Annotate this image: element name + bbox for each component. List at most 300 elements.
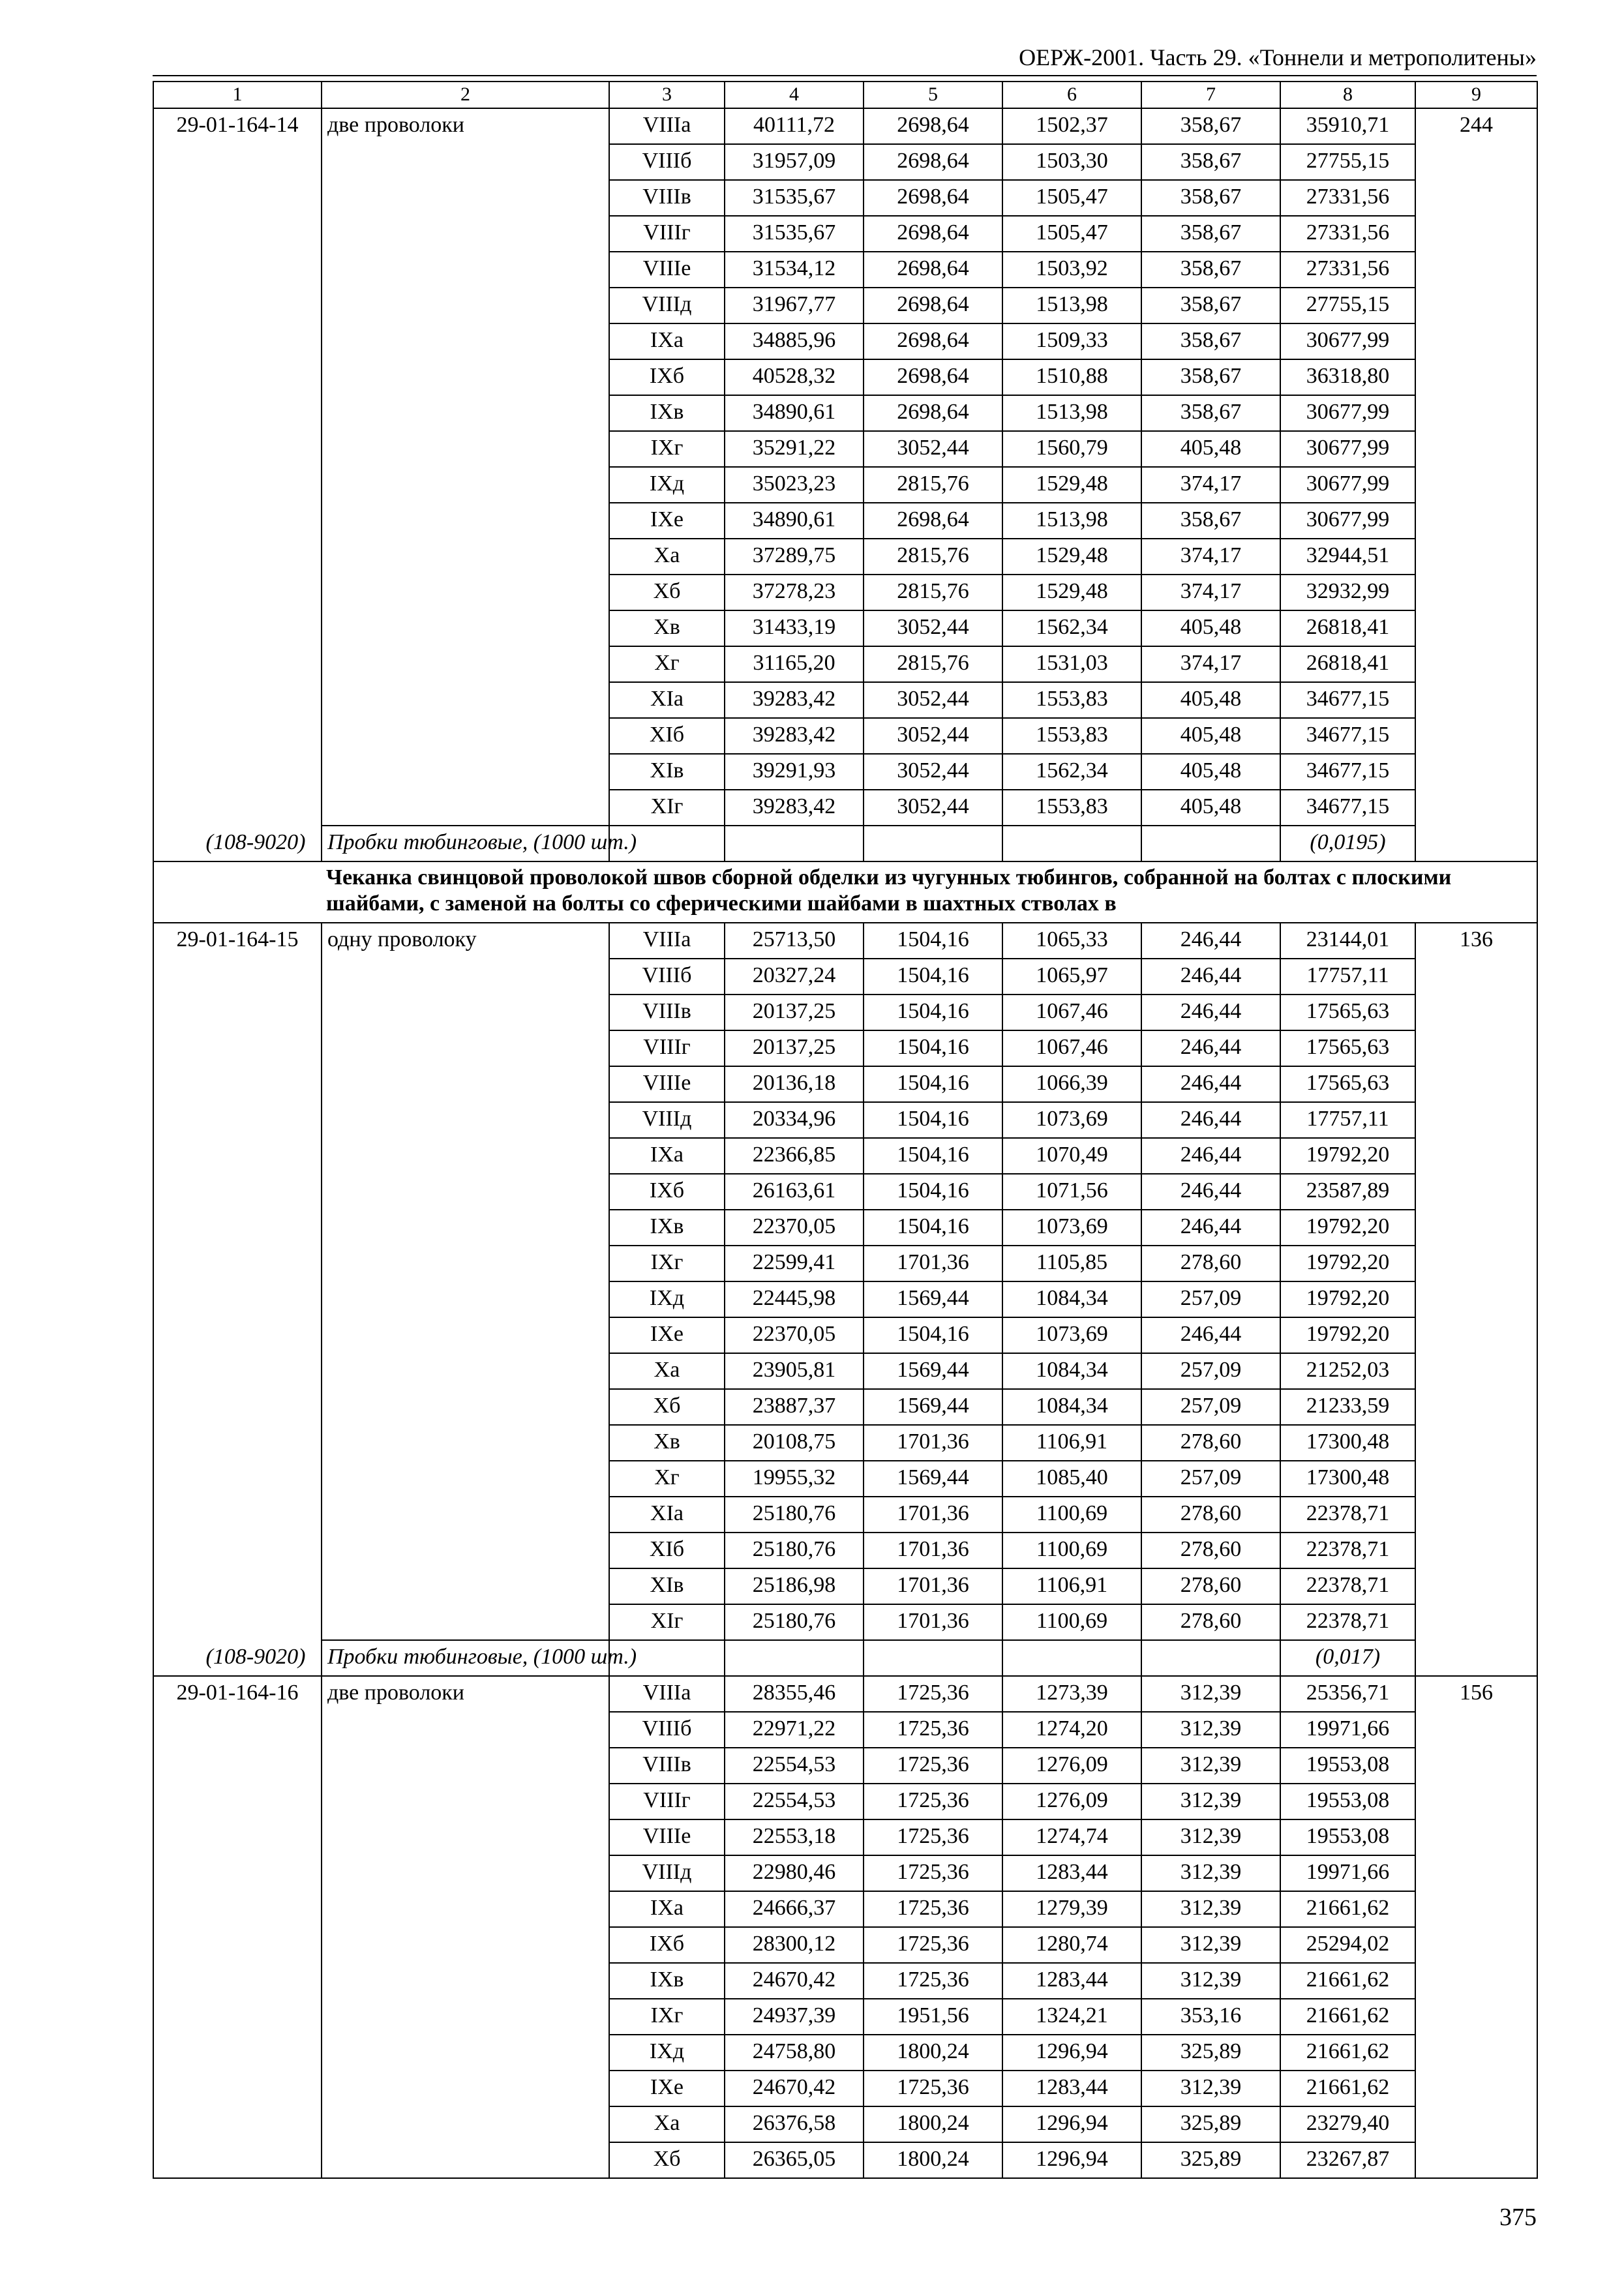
norm-code: 29-01-164-15 — [153, 923, 322, 1676]
value-cell: 1071,56 — [1002, 1174, 1141, 1210]
value-cell: 3052,44 — [864, 718, 1002, 754]
value-cell: 278,60 — [1141, 1246, 1280, 1281]
value-cell: 325,89 — [1141, 2106, 1280, 2142]
value-cell: 1283,44 — [1002, 1963, 1141, 1999]
value-cell: 1569,44 — [864, 1281, 1002, 1317]
value-cell: 35291,22 — [725, 431, 864, 467]
value-cell: 27331,56 — [1280, 252, 1415, 288]
value-cell: 21233,59 — [1280, 1389, 1415, 1425]
value-cell: 19553,08 — [1280, 1784, 1415, 1819]
value-cell: 23144,01 — [1280, 923, 1415, 959]
value-cell: 24666,37 — [725, 1891, 864, 1927]
group-cell: IXг — [609, 431, 725, 467]
value-cell: 17300,48 — [1280, 1461, 1415, 1497]
value-cell: 32944,51 — [1280, 539, 1415, 575]
column-header: 6 — [1002, 82, 1141, 108]
value-cell: 1725,36 — [864, 1784, 1002, 1819]
value-cell: 24670,42 — [725, 2071, 864, 2106]
value-cell: 22554,53 — [725, 1748, 864, 1784]
value-cell: 278,60 — [1141, 1497, 1280, 1533]
value-cell: 27755,15 — [1280, 144, 1415, 180]
section-title-row — [153, 861, 1537, 923]
value-cell: 246,44 — [1141, 1174, 1280, 1210]
value-cell: 1562,34 — [1002, 754, 1141, 790]
value-cell: 19792,20 — [1280, 1138, 1415, 1174]
value-cell: 17565,63 — [1280, 1030, 1415, 1066]
value-cell: 39283,42 — [725, 682, 864, 718]
group-cell: IXд — [609, 1281, 725, 1317]
value-cell: 31534,12 — [725, 252, 864, 288]
value-cell: 246,44 — [1141, 1317, 1280, 1353]
value-cell: 1725,36 — [864, 1963, 1002, 1999]
group-cell: Xв — [609, 610, 725, 646]
group-cell: Xа — [609, 1353, 725, 1389]
value-cell: 1503,30 — [1002, 144, 1141, 180]
header-divider — [153, 75, 1537, 76]
value-cell: 358,67 — [1141, 108, 1280, 144]
value-cell: 21661,62 — [1280, 2071, 1415, 2106]
value-cell: 2815,76 — [864, 539, 1002, 575]
value-cell: 22378,71 — [1280, 1568, 1415, 1604]
norm-code: 29-01-164-14 — [153, 108, 322, 861]
value-cell: 25294,02 — [1280, 1927, 1415, 1963]
value-cell: 1296,94 — [1002, 2035, 1141, 2071]
group-cell: IXа — [609, 1891, 725, 1927]
value-cell: 3052,44 — [864, 431, 1002, 467]
column-header: 4 — [725, 82, 864, 108]
value-cell: 374,17 — [1141, 646, 1280, 682]
value-cell: 25180,76 — [725, 1497, 864, 1533]
value-cell: 36318,80 — [1280, 359, 1415, 395]
value-cell: 23905,81 — [725, 1353, 864, 1389]
value-cell: 1274,74 — [1002, 1819, 1141, 1855]
value-cell: 34677,15 — [1280, 790, 1415, 826]
value-cell: 25180,76 — [725, 1533, 864, 1568]
value-cell: 34677,15 — [1280, 754, 1415, 790]
value-cell: 1283,44 — [1002, 2071, 1141, 2106]
value-cell: 1553,83 — [1002, 718, 1141, 754]
value-cell: 246,44 — [1141, 923, 1280, 959]
group-cell: XIг — [609, 790, 725, 826]
value-cell: 312,39 — [1141, 1819, 1280, 1855]
value-cell: 20136,18 — [725, 1066, 864, 1102]
value-cell: 358,67 — [1141, 323, 1280, 359]
empty-cell — [1141, 826, 1280, 861]
value-cell: 19553,08 — [1280, 1819, 1415, 1855]
value-cell: 1529,48 — [1002, 539, 1141, 575]
value-cell: 246,44 — [1141, 1066, 1280, 1102]
value-cell: 312,39 — [1141, 1676, 1280, 1712]
value-cell: 374,17 — [1141, 467, 1280, 503]
group-cell: IXг — [609, 1246, 725, 1281]
value-cell: 25186,98 — [725, 1568, 864, 1604]
group-cell: IXа — [609, 1138, 725, 1174]
work-name: одну проволоку — [322, 923, 609, 1640]
value-cell: 358,67 — [1141, 180, 1280, 216]
value-cell: 1725,36 — [864, 1676, 1002, 1712]
value-cell: 1513,98 — [1002, 288, 1141, 323]
value-cell: 30677,99 — [1280, 323, 1415, 359]
value-cell: 26163,61 — [725, 1174, 864, 1210]
column-header: 5 — [864, 82, 1002, 108]
value-cell: 1504,16 — [864, 995, 1002, 1030]
group-cell: VIIIа — [609, 108, 725, 144]
value-cell: 405,48 — [1141, 754, 1280, 790]
value-cell: 246,44 — [1141, 1102, 1280, 1138]
group-cell: VIIIб — [609, 144, 725, 180]
group-cell: XIа — [609, 682, 725, 718]
group-cell: IXе — [609, 2071, 725, 2106]
value-cell: 20137,25 — [725, 1030, 864, 1066]
value-cell: 2815,76 — [864, 646, 1002, 682]
value-cell: 2698,64 — [864, 252, 1002, 288]
group-cell: IXе — [609, 503, 725, 539]
value-cell: 20327,24 — [725, 959, 864, 995]
group-cell: VIIIг — [609, 1784, 725, 1819]
value-cell: 1529,48 — [1002, 575, 1141, 610]
value-cell: 27331,56 — [1280, 216, 1415, 252]
value-cell: 19792,20 — [1280, 1317, 1415, 1353]
value-cell: 24937,39 — [725, 1999, 864, 2035]
group-cell: IXв — [609, 1210, 725, 1246]
value-cell: 2815,76 — [864, 575, 1002, 610]
value-cell: 1504,16 — [864, 923, 1002, 959]
value-cell: 1505,47 — [1002, 180, 1141, 216]
value-cell: 1324,21 — [1002, 1999, 1141, 2035]
value-cell: 1513,98 — [1002, 503, 1141, 539]
value-cell: 23267,87 — [1280, 2142, 1415, 2178]
column-header: 3 — [609, 82, 725, 108]
group-cell: VIIIг — [609, 216, 725, 252]
group-cell: IXб — [609, 359, 725, 395]
value-cell: 22971,22 — [725, 1712, 864, 1748]
value-cell: 374,17 — [1141, 575, 1280, 610]
value-cell: 374,17 — [1141, 539, 1280, 575]
value-cell: 358,67 — [1141, 359, 1280, 395]
group-cell: VIIIб — [609, 1712, 725, 1748]
value-cell: 1105,85 — [1002, 1246, 1141, 1281]
value-cell: 1085,40 — [1002, 1461, 1141, 1497]
value-cell: 1725,36 — [864, 1891, 1002, 1927]
group-cell: VIIIе — [609, 1066, 725, 1102]
rates-table-body — [153, 108, 1537, 2178]
value-cell: 17565,63 — [1280, 1066, 1415, 1102]
value-cell: 19792,20 — [1280, 1281, 1415, 1317]
value-cell: 22980,46 — [725, 1855, 864, 1891]
value-cell: 24758,80 — [725, 2035, 864, 2071]
value-cell: 22445,98 — [725, 1281, 864, 1317]
value-cell: 1504,16 — [864, 959, 1002, 995]
value-cell: 30677,99 — [1280, 395, 1415, 431]
value-cell: 1276,09 — [1002, 1784, 1141, 1819]
group-cell: IXг — [609, 1999, 725, 2035]
value-cell: 22599,41 — [725, 1246, 864, 1281]
value-cell: 1065,97 — [1002, 959, 1141, 995]
value-cell: 39283,42 — [725, 718, 864, 754]
value-cell: 31967,77 — [725, 288, 864, 323]
empty-cell — [864, 826, 1002, 861]
value-cell: 1504,16 — [864, 1138, 1002, 1174]
value-cell: 34677,15 — [1280, 718, 1415, 754]
value-cell: 1276,09 — [1002, 1748, 1141, 1784]
value-cell: 257,09 — [1141, 1353, 1280, 1389]
group-cell: XIв — [609, 754, 725, 790]
value-cell: 25713,50 — [725, 923, 864, 959]
value-cell: 312,39 — [1141, 1855, 1280, 1891]
value-cell: 17757,11 — [1280, 1102, 1415, 1138]
group-cell: VIIIа — [609, 923, 725, 959]
value-cell: 23279,40 — [1280, 2106, 1415, 2142]
value-cell: 23887,37 — [725, 1389, 864, 1425]
value-cell: 312,39 — [1141, 1927, 1280, 1963]
value-cell: 26818,41 — [1280, 610, 1415, 646]
value-cell: 19955,32 — [725, 1461, 864, 1497]
table-row — [153, 108, 1537, 144]
value-cell: 1296,94 — [1002, 2106, 1141, 2142]
value-cell: 28355,46 — [725, 1676, 864, 1712]
value-cell: 25356,71 — [1280, 1676, 1415, 1712]
column-header: 2 — [322, 82, 609, 108]
value-cell: 1504,16 — [864, 1030, 1002, 1066]
value-cell: 30677,99 — [1280, 431, 1415, 467]
value-cell: 246,44 — [1141, 959, 1280, 995]
value-cell: 405,48 — [1141, 790, 1280, 826]
group-cell: VIIIв — [609, 1748, 725, 1784]
resource-qty: (0,017) — [1280, 1640, 1415, 1676]
value-cell: 34890,61 — [725, 503, 864, 539]
value-cell: 31535,67 — [725, 180, 864, 216]
value-cell: 257,09 — [1141, 1461, 1280, 1497]
value-cell: 1510,88 — [1002, 359, 1141, 395]
group-cell: XIг — [609, 1604, 725, 1640]
group-cell: Xв — [609, 1425, 725, 1461]
value-cell: 312,39 — [1141, 1891, 1280, 1927]
group-cell: XIв — [609, 1568, 725, 1604]
value-cell: 21661,62 — [1280, 2035, 1415, 2071]
group-cell: IXд — [609, 467, 725, 503]
value-cell: 2698,64 — [864, 359, 1002, 395]
value-cell: 34677,15 — [1280, 682, 1415, 718]
value-cell: 2698,64 — [864, 216, 1002, 252]
work-name: две проволоки — [322, 108, 609, 826]
value-cell: 27331,56 — [1280, 180, 1415, 216]
group-cell: VIIIг — [609, 1030, 725, 1066]
resource-name: Пробки тюбинговые, (1000 шт.) (108-9020) — [322, 826, 609, 861]
empty-cell — [725, 826, 864, 861]
value-cell: 20108,75 — [725, 1425, 864, 1461]
value-cell: 358,67 — [1141, 216, 1280, 252]
value-cell: 26376,58 — [725, 2106, 864, 2142]
value-cell: 246,44 — [1141, 1030, 1280, 1066]
value-cell: 27755,15 — [1280, 288, 1415, 323]
resource-code: (108-9020) — [205, 830, 306, 854]
group-cell: XIа — [609, 1497, 725, 1533]
value-cell: 1066,39 — [1002, 1066, 1141, 1102]
value-cell: 17565,63 — [1280, 995, 1415, 1030]
value-cell: 2698,64 — [864, 144, 1002, 180]
value-cell: 1701,36 — [864, 1497, 1002, 1533]
value-cell: 1725,36 — [864, 1855, 1002, 1891]
value-cell: 1073,69 — [1002, 1102, 1141, 1138]
value-cell: 257,09 — [1141, 1389, 1280, 1425]
value-cell: 24670,42 — [725, 1963, 864, 1999]
value-cell: 35023,23 — [725, 467, 864, 503]
value-cell: 358,67 — [1141, 144, 1280, 180]
empty-cell — [1002, 826, 1141, 861]
value-cell: 1701,36 — [864, 1604, 1002, 1640]
value-cell: 2815,76 — [864, 467, 1002, 503]
group-cell: VIIIд — [609, 288, 725, 323]
value-cell: 34890,61 — [725, 395, 864, 431]
value-cell: 40528,32 — [725, 359, 864, 395]
value-cell: 1084,34 — [1002, 1281, 1141, 1317]
column-number-row — [153, 82, 1537, 108]
group-cell: IXв — [609, 1963, 725, 1999]
group-cell: XIб — [609, 718, 725, 754]
value-cell: 3052,44 — [864, 682, 1002, 718]
value-cell: 1725,36 — [864, 1819, 1002, 1855]
value-cell: 1065,33 — [1002, 923, 1141, 959]
value-cell: 1553,83 — [1002, 682, 1141, 718]
value-cell: 1067,46 — [1002, 995, 1141, 1030]
value-cell: 1273,39 — [1002, 1676, 1141, 1712]
value-cell: 19553,08 — [1280, 1748, 1415, 1784]
value-cell: 40111,72 — [725, 108, 864, 144]
value-cell: 1951,56 — [864, 1999, 1002, 2035]
value-cell: 1725,36 — [864, 1712, 1002, 1748]
value-cell: 1800,24 — [864, 2142, 1002, 2178]
value-cell: 22378,71 — [1280, 1497, 1415, 1533]
value-cell: 1531,03 — [1002, 646, 1141, 682]
value-cell: 1800,24 — [864, 2035, 1002, 2071]
value-cell: 1513,98 — [1002, 395, 1141, 431]
value-cell: 30677,99 — [1280, 467, 1415, 503]
value-cell: 1106,91 — [1002, 1568, 1141, 1604]
value-cell: 20334,96 — [725, 1102, 864, 1138]
empty-cell — [1002, 1640, 1141, 1676]
value-cell: 22370,05 — [725, 1210, 864, 1246]
group-cell: Xб — [609, 1389, 725, 1425]
value-cell: 22378,71 — [1280, 1604, 1415, 1640]
value-cell: 21661,62 — [1280, 1963, 1415, 1999]
value-cell: 1084,34 — [1002, 1389, 1141, 1425]
group-cell: VIIIа — [609, 1676, 725, 1712]
group-cell: IXе — [609, 1317, 725, 1353]
value-cell: 1560,79 — [1002, 431, 1141, 467]
value-cell: 1100,69 — [1002, 1533, 1141, 1568]
group-cell: Xг — [609, 1461, 725, 1497]
value-cell: 1503,92 — [1002, 252, 1141, 288]
empty-cell — [1141, 1640, 1280, 1676]
value-cell: 1725,36 — [864, 2071, 1002, 2106]
value-cell: 1070,49 — [1002, 1138, 1141, 1174]
column-header: 7 — [1141, 82, 1280, 108]
value-cell: 1701,36 — [864, 1533, 1002, 1568]
value-cell: 312,39 — [1141, 1748, 1280, 1784]
value-cell: 22378,71 — [1280, 1533, 1415, 1568]
group-cell: VIIIв — [609, 180, 725, 216]
value-cell: 1296,94 — [1002, 2142, 1141, 2178]
column-header: 9 — [1415, 82, 1537, 108]
value-cell: 1073,69 — [1002, 1317, 1141, 1353]
value-cell: 1569,44 — [864, 1353, 1002, 1389]
col9-value: 244 — [1415, 108, 1537, 861]
norm-code: 29-01-164-16 — [153, 1676, 322, 2178]
work-name: две проволоки — [322, 1676, 609, 2178]
value-cell: 257,09 — [1141, 1281, 1280, 1317]
group-cell: Xб — [609, 2142, 725, 2178]
value-cell: 2698,64 — [864, 108, 1002, 144]
value-cell: 2698,64 — [864, 395, 1002, 431]
value-cell: 22554,53 — [725, 1784, 864, 1819]
value-cell: 39283,42 — [725, 790, 864, 826]
group-cell: VIIIд — [609, 1855, 725, 1891]
value-cell: 353,16 — [1141, 1999, 1280, 2035]
value-cell: 3052,44 — [864, 610, 1002, 646]
value-cell: 358,67 — [1141, 395, 1280, 431]
value-cell: 32932,99 — [1280, 575, 1415, 610]
value-cell: 278,60 — [1141, 1568, 1280, 1604]
column-header: 1 — [153, 82, 322, 108]
resource-row — [153, 1640, 1537, 1676]
value-cell: 19971,66 — [1280, 1712, 1415, 1748]
resource-code: (108-9020) — [205, 1645, 306, 1669]
value-cell: 22370,05 — [725, 1317, 864, 1353]
value-cell: 246,44 — [1141, 1210, 1280, 1246]
value-cell: 3052,44 — [864, 790, 1002, 826]
group-cell: IXб — [609, 1927, 725, 1963]
group-cell: VIIIб — [609, 959, 725, 995]
value-cell: 1701,36 — [864, 1246, 1002, 1281]
group-cell: Xг — [609, 646, 725, 682]
value-cell: 2698,64 — [864, 323, 1002, 359]
group-cell: IXб — [609, 1174, 725, 1210]
value-cell: 1504,16 — [864, 1174, 1002, 1210]
value-cell: 246,44 — [1141, 995, 1280, 1030]
value-cell: 35910,71 — [1280, 108, 1415, 144]
value-cell: 312,39 — [1141, 1784, 1280, 1819]
empty-cell — [864, 1640, 1002, 1676]
value-cell: 19971,66 — [1280, 1855, 1415, 1891]
value-cell: 2698,64 — [864, 180, 1002, 216]
value-cell: 358,67 — [1141, 503, 1280, 539]
value-cell: 21661,62 — [1280, 1999, 1415, 2035]
resource-qty: (0,0195) — [1280, 826, 1415, 861]
value-cell: 19792,20 — [1280, 1210, 1415, 1246]
value-cell: 31433,19 — [725, 610, 864, 646]
value-cell: 2698,64 — [864, 503, 1002, 539]
value-cell: 22553,18 — [725, 1819, 864, 1855]
value-cell: 1701,36 — [864, 1568, 1002, 1604]
value-cell: 30677,99 — [1280, 503, 1415, 539]
value-cell: 1725,36 — [864, 1748, 1002, 1784]
value-cell: 1504,16 — [864, 1317, 1002, 1353]
value-cell: 325,89 — [1141, 2035, 1280, 2071]
group-cell: XIб — [609, 1533, 725, 1568]
value-cell: 1279,39 — [1002, 1891, 1141, 1927]
group-cell: Xа — [609, 539, 725, 575]
value-cell: 1725,36 — [864, 1927, 1002, 1963]
value-cell: 1100,69 — [1002, 1604, 1141, 1640]
page-number: 375 — [1499, 2204, 1537, 2231]
value-cell: 17300,48 — [1280, 1425, 1415, 1461]
value-cell: 1073,69 — [1002, 1210, 1141, 1246]
value-cell: 23587,89 — [1280, 1174, 1415, 1210]
value-cell: 405,48 — [1141, 718, 1280, 754]
value-cell: 26818,41 — [1280, 646, 1415, 682]
group-cell: Xб — [609, 575, 725, 610]
page-header-title: ОЕРЖ-2001. Часть 29. «Тоннели и метрополитены» — [1019, 44, 1537, 70]
